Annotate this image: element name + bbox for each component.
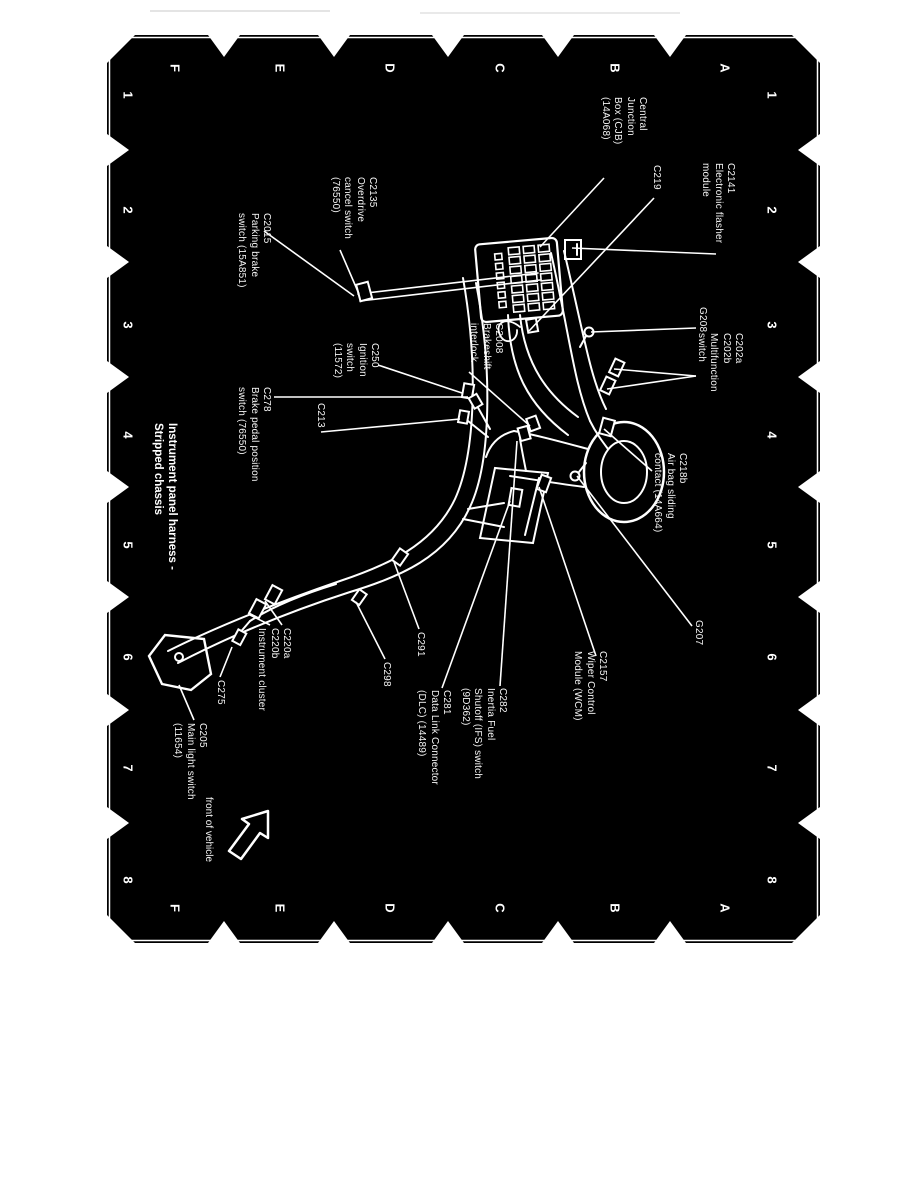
connectors xyxy=(232,282,624,645)
fuse-cell-small xyxy=(495,253,502,260)
grid-row-D-left: D xyxy=(382,63,398,73)
c2141-line: module xyxy=(700,163,712,197)
c278-line: C278 xyxy=(261,387,272,412)
grid-col-2-top: 2 xyxy=(764,206,780,214)
leader-c2157 xyxy=(539,487,596,656)
label-c298 xyxy=(380,662,392,687)
c218b-line: C218b xyxy=(677,453,688,484)
front-of-vehicle-arrow xyxy=(229,811,268,859)
c282-connector xyxy=(518,426,531,441)
fuse-cell xyxy=(511,276,523,284)
g207-ring xyxy=(571,472,580,481)
label-c282 xyxy=(458,688,508,779)
grid-row-A-left: A xyxy=(717,63,733,73)
label-c2141 xyxy=(699,163,736,243)
c205-line: Main light switch xyxy=(184,723,196,800)
c220-line: Instrument cluster xyxy=(256,628,268,712)
leader-c281 xyxy=(442,501,510,688)
c298-line: C298 xyxy=(381,662,392,687)
grid-col-3-top: 3 xyxy=(764,321,780,329)
g208-line: G208 xyxy=(697,307,708,333)
c250-line: C250 xyxy=(369,343,380,368)
label-c219 xyxy=(650,165,662,190)
diagram-title xyxy=(151,423,178,570)
grid-col-8-bottom: 8 xyxy=(120,876,136,884)
leader-c202 xyxy=(607,376,696,389)
grid-row-E-left: E xyxy=(272,63,288,73)
cjb-line: (14A068) xyxy=(599,97,611,140)
fuse-cell xyxy=(512,295,524,303)
c2141-line: Electronic flasher xyxy=(712,163,724,244)
label-c2008 xyxy=(467,323,504,369)
front-of-vehicle-label: front of vehicle xyxy=(203,797,214,863)
c250-line: Ignition xyxy=(356,343,368,377)
label-c2135 xyxy=(328,177,378,239)
leader-c275 xyxy=(220,647,232,677)
grid-row-B-left: B xyxy=(607,63,623,73)
label-c291 xyxy=(414,632,426,657)
label-c275 xyxy=(214,680,226,705)
label-c278 xyxy=(235,387,272,482)
c282-line: (9D362) xyxy=(459,688,471,726)
leader-c282 xyxy=(500,441,517,686)
c282-line: Shutoff (IFS) switch xyxy=(472,688,484,780)
fuse-cell xyxy=(523,246,535,254)
ground-terminals xyxy=(571,328,594,481)
harness-artwork xyxy=(149,238,664,690)
c275-line: C275 xyxy=(215,680,226,705)
grid-row-A-right: A xyxy=(717,903,733,913)
c218b-connector xyxy=(599,418,615,437)
c278-line: switch (76550) xyxy=(236,387,248,455)
c282-line: Inertia Fuel xyxy=(484,688,496,741)
wiring-diagram-page xyxy=(107,35,820,943)
c202a-connector xyxy=(609,359,624,377)
label-c250 xyxy=(330,343,380,378)
grid-row-E-right: E xyxy=(272,903,288,913)
fuse-cell xyxy=(540,263,552,271)
c2008-line: interlock xyxy=(468,323,480,363)
c202-line: switch xyxy=(695,333,707,362)
c205-line: C205 xyxy=(197,723,208,748)
label-cjb xyxy=(598,97,648,144)
leader-c298 xyxy=(356,602,385,659)
grid-col-8-top: 8 xyxy=(764,876,780,884)
label-g207 xyxy=(692,620,704,645)
scan-artifact xyxy=(420,12,680,14)
fuse-cell xyxy=(539,254,551,262)
leader-g208 xyxy=(591,328,696,332)
grid-col-1-top: 1 xyxy=(764,91,780,99)
c219-line: C219 xyxy=(651,165,662,190)
leader-c219 xyxy=(529,198,654,331)
c202b-connector xyxy=(600,377,615,395)
leader-c291 xyxy=(394,562,419,629)
fuse-cell xyxy=(526,284,538,292)
c213-connector xyxy=(458,410,469,423)
grid-col-2-bottom: 2 xyxy=(120,206,136,214)
label-g208 xyxy=(696,307,708,332)
c202-line: Multifunction xyxy=(708,333,720,392)
label-c2015 xyxy=(235,213,272,288)
fuse-cell xyxy=(524,255,536,263)
grid-col-1-bottom: 1 xyxy=(120,91,136,99)
c2135-line: (76550) xyxy=(329,177,341,213)
c275-connector xyxy=(232,629,246,645)
c282-line: C282 xyxy=(497,688,508,713)
grid-col-6-top: 6 xyxy=(764,653,780,661)
label-c205 xyxy=(171,723,208,800)
cjb-line: Central xyxy=(637,97,648,131)
fuse-cell-small xyxy=(495,263,502,270)
c2157-line: C2157 xyxy=(597,651,608,682)
label-c218b xyxy=(651,453,688,532)
fuse-cell xyxy=(509,256,521,264)
c278-connector xyxy=(469,394,483,409)
c278-line: Brake pedal position xyxy=(248,387,260,482)
leader-c250 xyxy=(378,365,462,393)
c202-line: C202a xyxy=(733,333,744,364)
grid-col-3-bottom: 3 xyxy=(120,321,136,329)
c2135-line: Overdrive xyxy=(354,177,366,223)
fuse-cell xyxy=(527,293,539,301)
c220a-connector xyxy=(265,585,282,604)
grid-row-F-right: F xyxy=(167,904,183,912)
c205-line: (11654) xyxy=(172,723,184,759)
c2015-line: Parking brake xyxy=(248,213,260,278)
c2141-line: C2141 xyxy=(725,163,736,194)
grid-col-6-bottom: 6 xyxy=(120,653,136,661)
c202-line: C202b xyxy=(720,333,732,364)
fuse-cell xyxy=(508,247,520,255)
g207-line: G207 xyxy=(693,620,704,646)
c2135-line: cancel switch xyxy=(342,177,354,240)
fuse-squares xyxy=(494,244,554,313)
leader-cjb xyxy=(540,178,604,247)
label-c2157 xyxy=(571,651,608,721)
c218b-line: Air bag sliding xyxy=(664,453,676,519)
leader-c218b xyxy=(604,429,652,471)
label-c213 xyxy=(314,403,326,428)
grid-row-F-left: F xyxy=(167,64,183,72)
grid-col-5-top: 5 xyxy=(764,541,780,549)
c2008-line: Brakeshift xyxy=(480,323,492,370)
leader-c2015 xyxy=(264,231,354,296)
c218b-line: contact (14A664) xyxy=(652,453,664,533)
fuse-cell xyxy=(538,244,550,252)
fuse-cell xyxy=(513,304,525,312)
diagram-title-line1: Instrument panel harness - xyxy=(166,423,178,570)
c2015-line: C2015 xyxy=(261,213,272,244)
c220-line: C220a xyxy=(281,628,292,659)
c281-line: Data Link Connector xyxy=(428,690,440,785)
cjb-line: Junction xyxy=(624,97,636,136)
leader-c2141 xyxy=(572,248,716,254)
cjb-line: Box (CJB) xyxy=(612,97,624,145)
c291-line: C291 xyxy=(415,632,426,657)
c281-line: C281 xyxy=(441,690,452,715)
leader-c213 xyxy=(321,419,460,432)
diagram-title-line2: Stripped chassis xyxy=(152,423,165,516)
fuse-cell xyxy=(542,292,554,300)
grid-col-4-top: 4 xyxy=(764,431,780,439)
c281-line: (DLC) (14489) xyxy=(416,690,428,757)
label-c202 xyxy=(694,333,744,392)
fuse-cell xyxy=(510,266,522,274)
label-c281 xyxy=(415,690,452,785)
c219-connector xyxy=(526,318,538,333)
flasher-module xyxy=(565,240,581,259)
fuse-cell xyxy=(541,283,553,291)
c2157-line: Wiper Control xyxy=(584,651,596,715)
fuse-cell-small xyxy=(496,273,503,280)
fuse-cell-small xyxy=(499,301,506,308)
fuse-cell xyxy=(512,285,524,293)
scan-artifact xyxy=(150,10,330,12)
fuse-cell xyxy=(525,265,537,273)
fuse-cell-small xyxy=(498,292,505,299)
c250-line: switch xyxy=(344,343,356,372)
c2135-line: C2135 xyxy=(367,177,378,208)
grid-row-D-right: D xyxy=(382,903,398,913)
c2008-line: C2008 xyxy=(493,323,504,354)
label-c220 xyxy=(255,628,292,711)
grid-col-5-bottom: 5 xyxy=(120,541,136,549)
grid-col-4-bottom: 4 xyxy=(120,431,136,439)
grid-row-B-right: B xyxy=(607,903,623,913)
c213-line: C213 xyxy=(315,403,326,428)
c2157-line: Module (WCM) xyxy=(572,651,584,721)
grid-row-C-right: C xyxy=(492,903,508,913)
fuse-cell xyxy=(528,303,540,311)
c2015-line: switch (15A851) xyxy=(236,213,248,288)
grid-col-7-top: 7 xyxy=(764,764,780,772)
c281-dlc-connector xyxy=(509,488,523,507)
c250-line: (11572) xyxy=(331,343,343,379)
grid-row-C-left: C xyxy=(492,63,508,73)
grid-col-7-bottom: 7 xyxy=(120,764,136,772)
c220-line: C220b xyxy=(268,628,280,659)
fuse-cell xyxy=(541,273,553,281)
leader-c202 xyxy=(614,369,696,376)
